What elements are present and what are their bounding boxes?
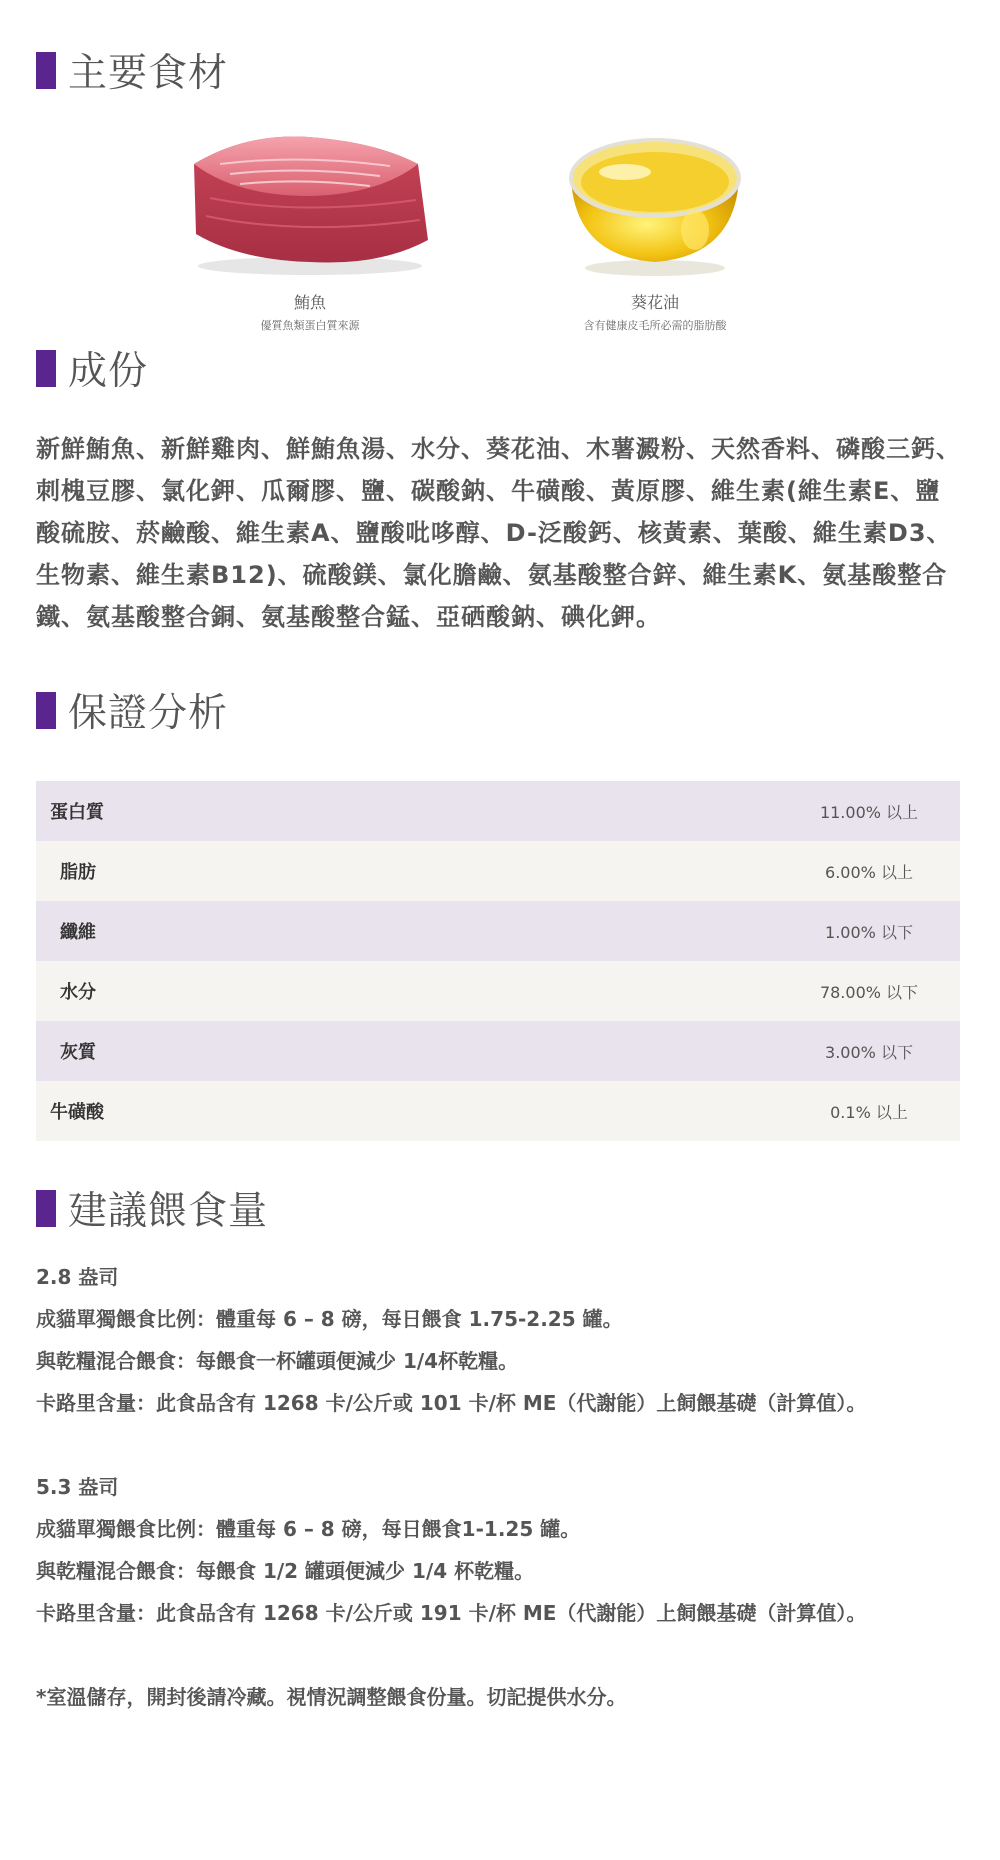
nutrient-name: 水分	[60, 982, 96, 1003]
nutrient-value: 0.1% 以上	[830, 1102, 908, 1122]
table-row	[36, 901, 960, 961]
oil-bowl-image	[555, 120, 755, 280]
ingredient-name: 葵花油	[630, 293, 679, 312]
guaranteed-analysis-table	[36, 781, 960, 1141]
nutrient-value: 3.00% 以下	[825, 1042, 913, 1062]
feeding-ratio: 成貓單獨餵食比例：體重每 6 – 8 磅，每日餵食1-1.25 罐。	[36, 1517, 581, 1541]
mixed-feeding: 與乾糧混合餵食：每餵食一杯罐頭便減少 1/4杯乾糧。	[36, 1349, 519, 1373]
can-size-label: 2.8 盎司	[36, 1265, 119, 1289]
nutrient-value: 6.00% 以上	[825, 862, 913, 882]
composition-text: 新鮮鮪魚、新鮮雞肉、鮮鮪魚湯、水分、葵花油、木薯澱粉、天然香料、磷酸三鈣、刺槐豆膠、氯化鉀、瓜爾膠、鹽、碳酸鈉、牛磺酸、黃原膠、維生素(維生素E、鹽酸硫胺、菸鹼酸、維生素A、鹽酸吡哆醇、D-泛酸鈣、核黃素、葉酸、維生素D3、生物素、維生素B12)、硫酸鎂、氯化膽鹼、氨基酸整合鋅、維生素K、氨基酸整合鐵、氨基酸整合銅、氨基酸整合錳、亞硒酸鈉、碘化鉀。	[36, 435, 961, 631]
spacer	[36, 1634, 966, 1676]
nutrient-value: 78.00% 以下	[819, 982, 919, 1002]
mixed-feeding: 與乾糧混合餵食：每餵食 1/2 罐頭便減少 1/4 杯乾糧。	[36, 1559, 535, 1583]
feeding-guide	[36, 1256, 966, 1718]
feeding-ratio: 成貓單獨餵食比例：體重每 6 – 8 磅，每日餵食 1.75-2.25 罐。	[36, 1307, 623, 1331]
calorie-content: 卡路里含量：此食品含有 1268 卡/公斤或 101 卡/杯 ME（代謝能）上飼餵基礎（計算值）。	[36, 1391, 867, 1415]
spacer	[36, 1424, 966, 1466]
section-title-guaranteed-analysis	[36, 682, 228, 738]
ingredient-description: 含有健康皮毛所必需的脂肪酸	[583, 319, 727, 332]
nutrient-value: 1.00% 以下	[825, 922, 913, 942]
ingredient-name: 鮪魚	[293, 293, 326, 312]
section-title-text: 保證分析	[68, 691, 229, 736]
table-row	[36, 1081, 960, 1141]
nutrient-name: 灰質	[60, 1042, 96, 1063]
nutrient-name: 脂肪	[60, 862, 96, 883]
section-title-main-ingredients	[36, 42, 228, 98]
section-marker	[36, 52, 56, 89]
table-row	[36, 1021, 960, 1081]
nutrient-name: 纖維	[60, 922, 96, 943]
table-row	[36, 841, 960, 901]
section-marker	[36, 1190, 56, 1227]
section-title-text: 成份	[68, 349, 149, 394]
storage-note: *室溫儲存，開封後請冷藏。視情況調整餵食份量。切記提供水分。	[36, 1685, 627, 1709]
nutrient-name: 蛋白質	[50, 802, 104, 823]
section-title-composition	[36, 340, 148, 396]
nutrient-value: 11.00% 以上	[819, 802, 919, 822]
section-title-text: 建議餵食量	[68, 1189, 269, 1234]
section-marker	[36, 692, 56, 729]
ingredient-tuna	[170, 120, 450, 333]
section-marker	[36, 350, 56, 387]
section-title-feeding	[36, 1180, 268, 1236]
calorie-content: 卡路里含量：此食品含有 1268 卡/公斤或 191 卡/杯 ME（代謝能）上飼餵基礎（計算值）。	[36, 1601, 867, 1625]
can-size-label: 5.3 盎司	[36, 1475, 119, 1499]
table-row	[36, 961, 960, 1021]
section-title-text: 主要食材	[68, 51, 229, 96]
table-row	[36, 781, 960, 841]
ingredient-sunflower-oil	[540, 120, 770, 333]
tuna-steak-image	[180, 120, 440, 280]
nutrient-name: 牛磺酸	[50, 1102, 104, 1123]
ingredient-description: 優質魚類蛋白質來源	[260, 319, 360, 332]
